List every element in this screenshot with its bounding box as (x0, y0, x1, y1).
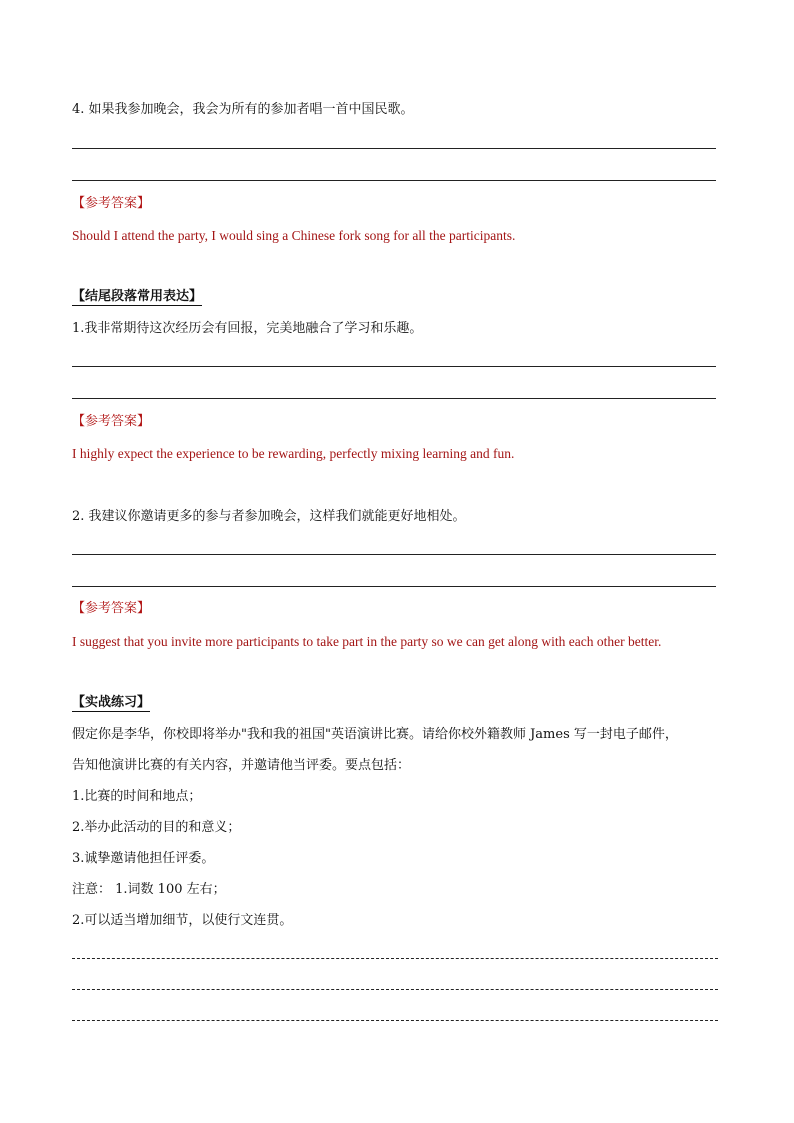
answer-label: 【参考答案】 (72, 414, 151, 429)
reference-answer-closing-2: I suggest that you invite more participants to take part in the party so we can get along with each other better. (72, 634, 662, 649)
answer-line (72, 366, 716, 367)
practice-note-2: 2.可以适当增加细节，以使行文连贯。 (72, 913, 293, 928)
section-heading-practice-text: 【实战练习】 (72, 695, 151, 710)
practice-point-2: 2.举办此活动的目的和意义； (72, 820, 241, 835)
writing-line (72, 958, 718, 959)
closing-item-1: 1.我非常期待这次经历会有回报，完美地融合了学习和乐趣。 (72, 321, 423, 336)
section-heading-closing-text: 【结尾段落常用表达】 (72, 289, 203, 304)
writing-line (72, 989, 718, 990)
practice-prompt-line-1: 假定你是李华，你校即将举办"我和我的祖国"英语演讲比赛。请给你校外籍教师 James 写一封电子邮件， (72, 727, 678, 742)
answer-line (72, 180, 716, 181)
reference-answer-closing-1: I highly expect the experience to be rewarding, perfectly mixing learning and fun. (72, 446, 515, 461)
answer-line (72, 148, 716, 149)
practice-note-1: 注意： 1.词数 100 左右； (72, 882, 226, 897)
answer-line (72, 586, 716, 587)
reference-answer-4: Should I attend the party, I would sing a Chinese fork song for all the participants. (72, 228, 516, 243)
writing-line (72, 1020, 718, 1021)
question-item-4: 4. 如果我参加晚会，我会为所有的参加者唱一首中国民歌。 (72, 102, 414, 117)
answer-line (72, 398, 716, 399)
section-heading-closing (72, 289, 202, 305)
answer-line (72, 554, 716, 555)
closing-item-2: 2. 我建议你邀请更多的参与者参加晚会，这样我们就能更好地相处。 (72, 509, 466, 524)
practice-point-3: 3.诚挚邀请他担任评委。 (72, 851, 215, 866)
practice-point-1: 1.比赛的时间和地点； (72, 789, 202, 804)
answer-label: 【参考答案】 (72, 601, 151, 616)
section-heading-practice (72, 695, 150, 711)
practice-prompt-line-2: 告知他演讲比赛的有关内容，并邀请他当评委。要点包括： (72, 758, 411, 773)
answer-label: 【参考答案】 (72, 196, 151, 211)
